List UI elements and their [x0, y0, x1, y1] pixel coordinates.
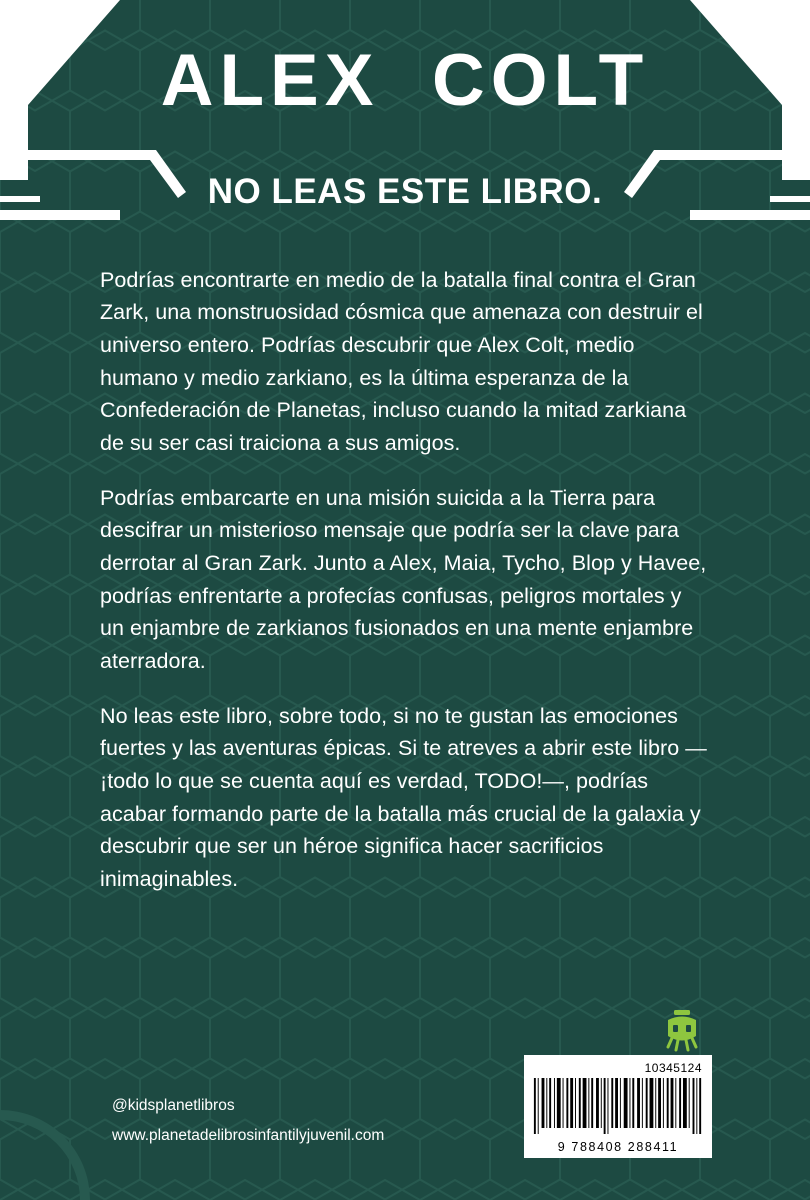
barcode-block: [524, 1055, 712, 1158]
blurb-text: [100, 264, 710, 918]
barcode-isbn-number: 9 788408 288411: [557, 1140, 679, 1154]
publisher-contact: [112, 1091, 384, 1150]
alien-icon: [662, 1008, 702, 1052]
website-url: www.planetadelibrosinfantilyjuvenil.com: [112, 1126, 385, 1144]
cover-footer: [0, 980, 810, 1200]
blurb-paragraph: Podrías embarcarte en una misión suicida a la Tierra para descifrar un misterioso mensaje que podría ser la clave para derrotar al Gran Zark. Junto a Alex, Maia, Tycho, Blop y Havee, podrías enfrentarte a profecías confusas, peligros mortales y un enjambre de zarkianos fusionados en una mente enjambre aterradora.: [100, 485, 707, 673]
blurb-paragraph: No leas este libro, sobre todo, si no te gustan las emociones fuertes y las aventuras épicas. Si te atreves a abrir este libro —¡todo lo que se cuenta aquí es verdad, TODO!—, podrías acabar formando parte de la batalla más crucial de la galaxia y descubrir que ser un héroe significa hacer sacrificios inimaginables.: [100, 703, 707, 891]
page-title: ALEX COLT: [160, 40, 650, 121]
blurb-paragraph: Podrías encontrarte en medio de la batalla final contra el Gran Zark, una monstruosidad cósmica que amenaza con destruir el universo entero. Podrías descubrir que Alex Colt, medio humano y medio zarkiano, es la última esperanza de la Confederación de Planetas, incluso cuando la mitad zarkiana de su ser casi traiciona a sus amigos.: [100, 267, 703, 455]
barcode-top-code: 10345124: [644, 1061, 702, 1075]
barcode-bars: [532, 1078, 704, 1134]
cover-subtitle: NO LEAS ESTE LIBRO.: [207, 172, 603, 211]
social-handle: @kidsplanetlibros: [112, 1097, 235, 1115]
